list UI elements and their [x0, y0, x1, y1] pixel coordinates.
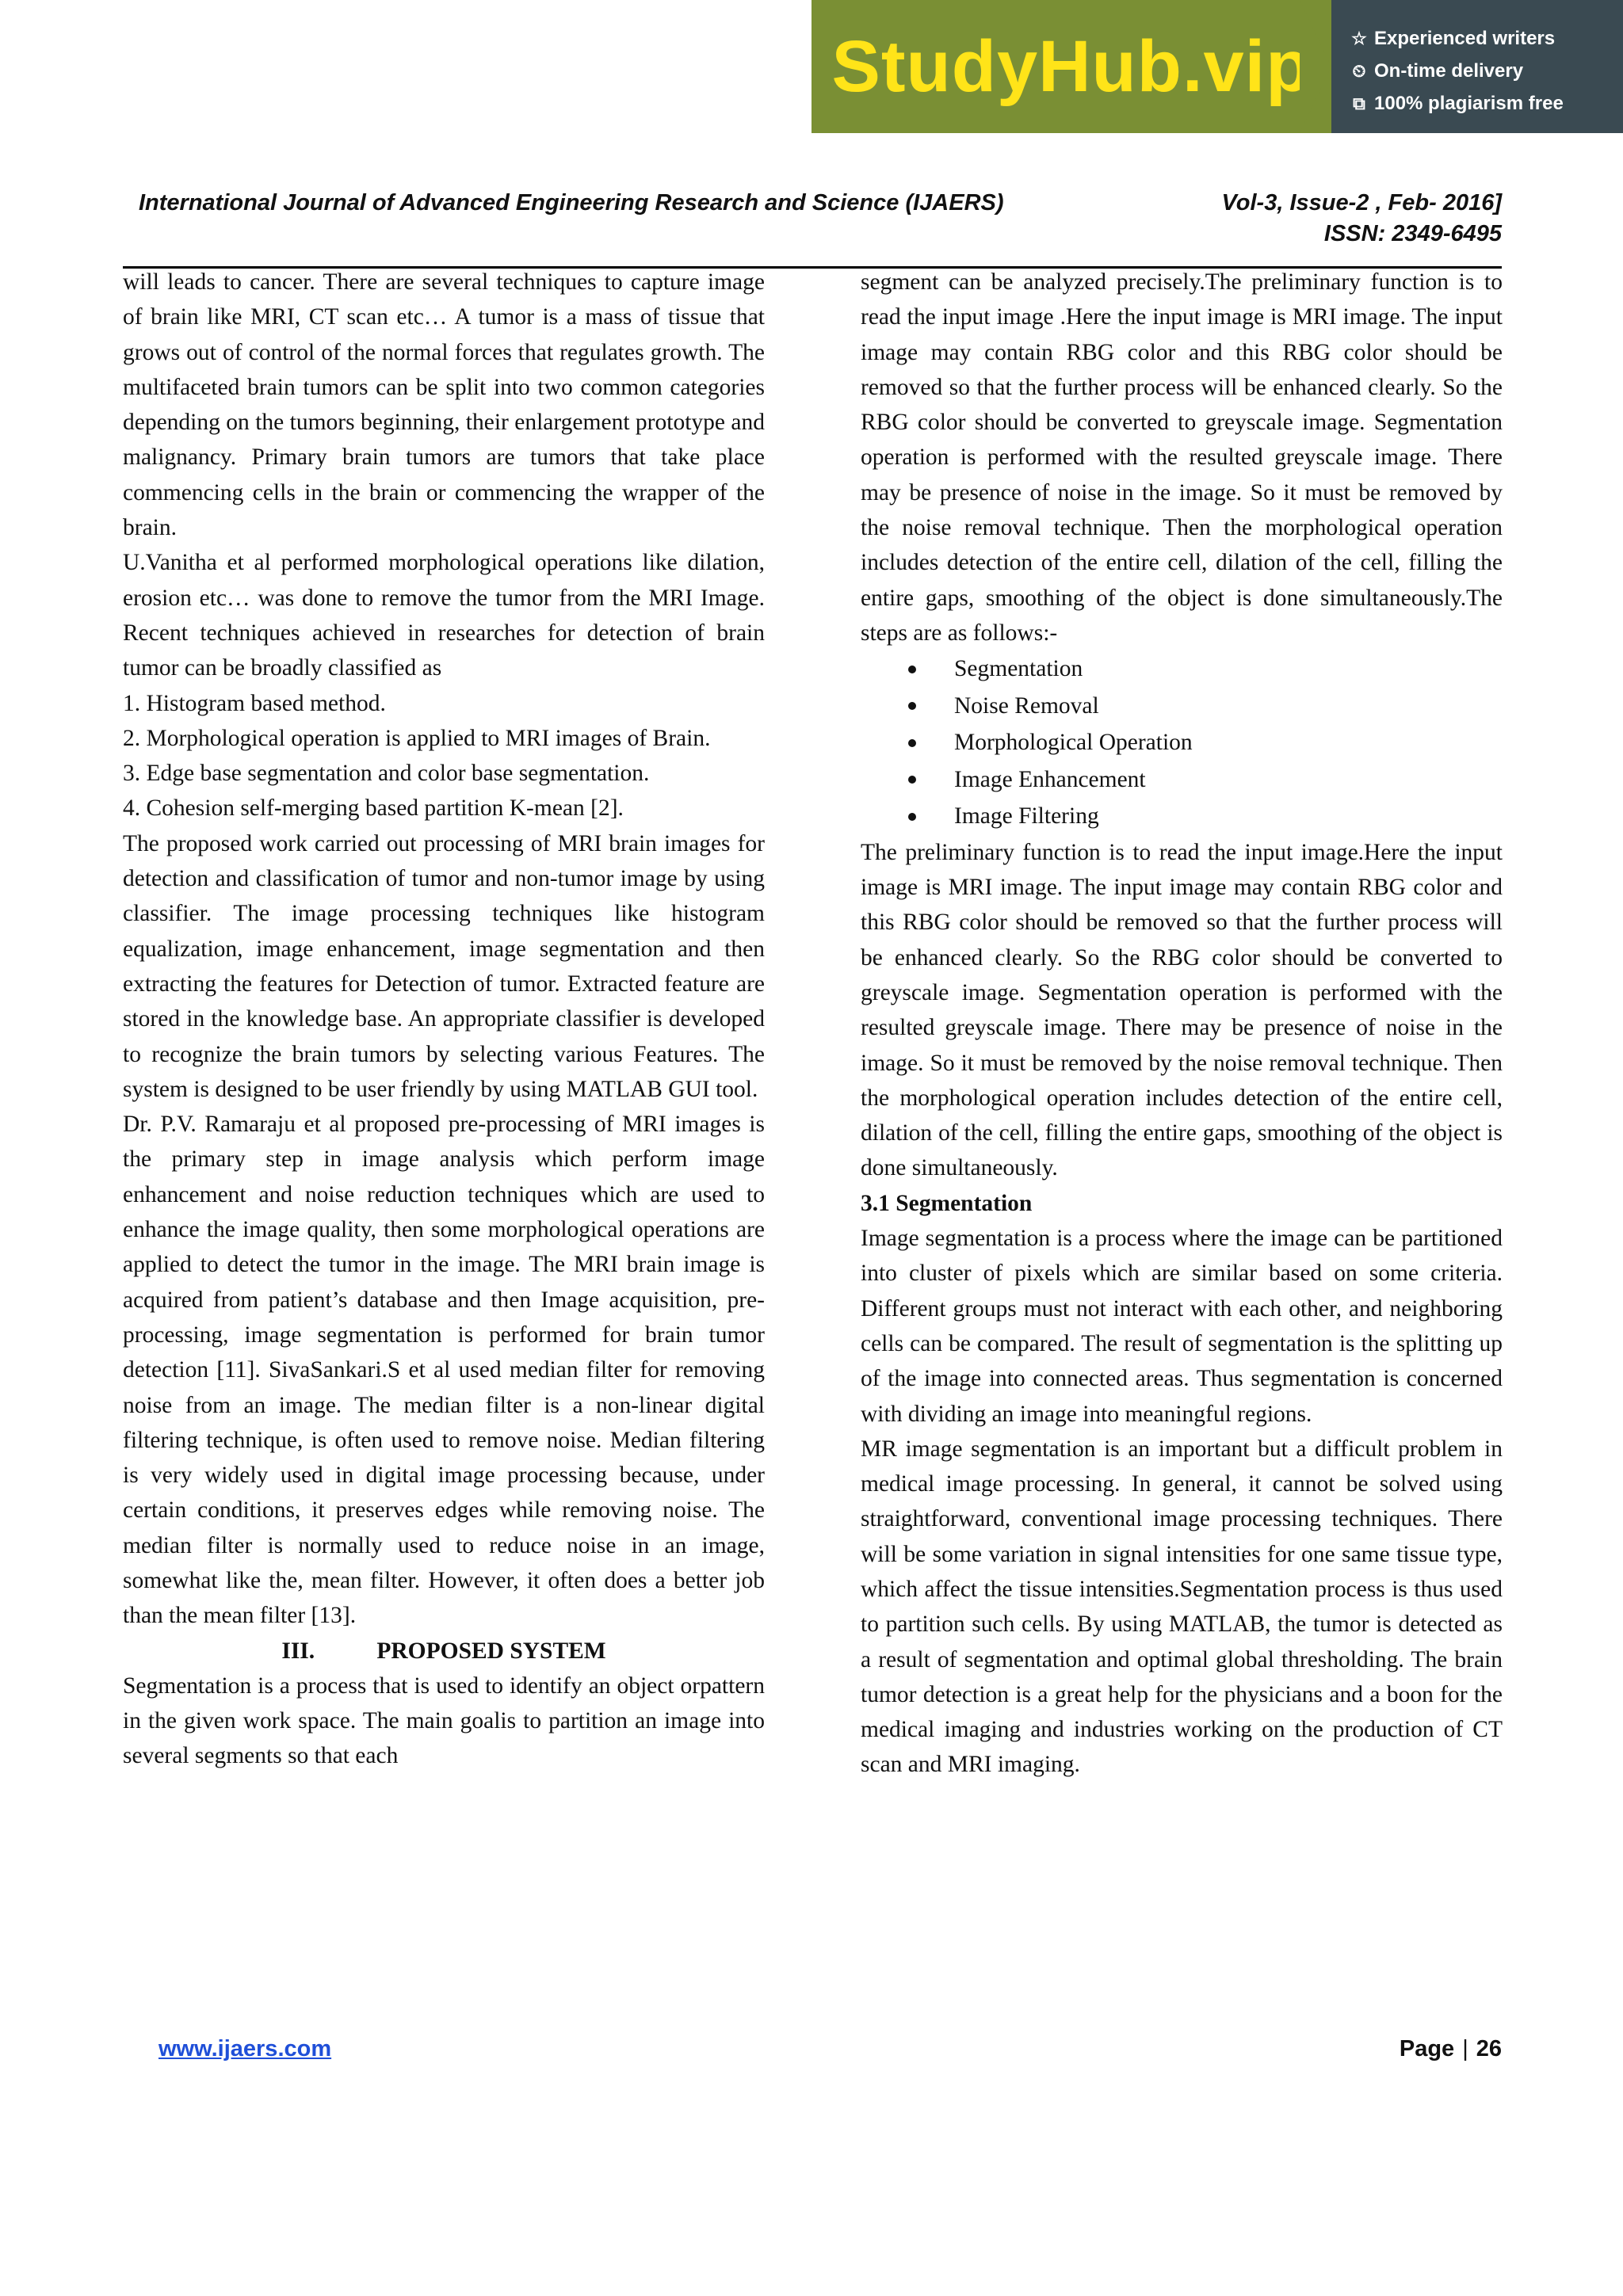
- paragraph: Segmentation is a process that is used to identify an object orpattern in the given work space. The main goalis to partition an image into several segments so that each: [123, 1672, 765, 1769]
- journal-issn: ISSN: 2349-6495: [1323, 221, 1502, 246]
- copy-icon: ⧉: [1353, 93, 1365, 113]
- list-item: [908, 798, 1503, 835]
- star-icon: ☆: [1351, 28, 1367, 48]
- list-item: [908, 761, 1503, 799]
- page-number-block: [1400, 2036, 1502, 2062]
- paragraph: The preliminary function is to read the input image.Here the input image is MRI image. The input image may contain RBG color and this RBG color should be removed so that the further process will be enhanced clearly. So the RBG color should be converted to greyscale image. Segmentation operation is performed with the resulted greyscale image. There may be presence of noise in the image. So it must be removed by the noise removal technique. Then the morphological operation includes detection of the entire cell, dilation of the cell, filling the entire gaps, smoothing of the object is done simultaneously.: [861, 839, 1503, 1181]
- list-item: 2. Morphological operation is applied to MRI images of Brain.: [123, 725, 711, 751]
- section-title: PROPOSED SYSTEM: [376, 1638, 606, 1664]
- step-label: Segmentation: [954, 656, 1083, 682]
- list-item: [908, 650, 1503, 688]
- step-label: Image Filtering: [954, 803, 1099, 830]
- clock-icon: ⏲: [1352, 60, 1366, 81]
- paragraph: MR image segmentation is an important but a difficult problem in medical image processing. In general, it cannot be solved using straightforward, conventional image processing techniques. There will be some variation in signal intensities for one same tissue type, which affect the tissue intensities.Segmentation process is thus used to partition such cells. By using MATLAB, the tumor is detected as a result of segmentation and optimal global thresholding. The brain tumor detection is a great help for the physicians and a boon for the medical imaging and industries working on the production of CT scan and MRI imaging.: [861, 1436, 1503, 1778]
- page-separator: |: [1462, 2036, 1468, 2061]
- paragraph: segment can be analyzed precisely.The preliminary function is to read the input image .Here the input image is MRI image. The input image may contain RBG color and this RBG color should be removed so that the further process will be enhanced clearly. So the RBG color should be converted to greyscale image. Segmentation operation is performed with the resulted greyscale image. There may be presence of noise in the image. So it must be removed by the noise removal technique. Then the morphological operation includes detection of the entire cell, dilation of the cell, filling the entire gaps, smoothing of the object is done simultaneously.The steps are as follows:-: [861, 269, 1503, 646]
- journal-header: [139, 190, 1502, 247]
- page-footer: [158, 2036, 1502, 2062]
- bullet-icon: [908, 776, 916, 784]
- bullet-icon: [908, 666, 916, 673]
- paragraph: will leads to cancer. There are several techniques to capture image of brain like MRI, CT scan etc… A tumor is a mass of tissue that grows out of control of the normal forces that regulates growth. The multifaceted brain tumors can be split into two common categories depending on the tumors beginning, their enlargement prototype and malignancy. Primary brain tumors are tumors that take place commencing cells in the brain or commencing the wrapper of the brain.: [123, 269, 765, 541]
- paragraph: Dr. P.V. Ramaraju et al proposed pre-processing of MRI images is the primary step in image analysis which perform image enhancement and noise reduction techniques which are used to enhance the image quality, then some morphological operations are applied to detect the tumor in the image. The MRI brain image is acquired from patient’s database and then Image acquisition, pre-processing, image segmentation is performed for brain tumor detection [11]. SivaSankari.S et al used median filter for removing noise from an image. The median filter is a non-linear digital filtering technique, is often used to remove noise. Median filtering is very widely used in digital image processing because, under certain conditions, it preserves edges while removing noise. The median filter is normally used to reduce noise in an image, somewhat like the, mean filter. However, it often does a better job than the mean filter [13].: [123, 1112, 765, 1629]
- left-column: [123, 265, 765, 1774]
- list-item: [908, 724, 1503, 761]
- ad-banner[interactable]: [812, 0, 1623, 133]
- list-item: 4. Cohesion self-merging based partition K-mean [2].: [123, 795, 624, 822]
- page-number: 26: [1476, 2036, 1502, 2061]
- banner-feature: [1350, 22, 1623, 55]
- banner-feature: [1350, 55, 1623, 87]
- page-label: Page: [1399, 2036, 1455, 2061]
- banner-feature: [1350, 87, 1623, 120]
- banner-feature-label: On-time delivery: [1374, 59, 1524, 82]
- journal-volume: Vol-3, Issue-2 , Feb- 2016]: [1221, 190, 1502, 215]
- banner-feature-label: 100% plagiarism free: [1374, 92, 1564, 114]
- section-heading: [123, 1634, 765, 1669]
- section-number: III.: [281, 1638, 315, 1664]
- subsection-heading: 3.1 Segmentation: [861, 1190, 1033, 1216]
- paragraph: Image segmentation is a process where the image can be partitioned into cluster of pixels which are similar based on some criteria. Different groups must not interact with each other, and neighboring cells can be compared. The result of segmentation is the splitting up of the image into connected areas. Thus segmentation is concerned with dividing an image into meaningful regions.: [861, 1226, 1503, 1427]
- step-label: Morphological Operation: [954, 730, 1193, 756]
- paragraph: U.Vanitha et al performed morphological operations like dilation, erosion etc… was done to remove the tumor from the MRI Image. Recent techniques achieved in researches for detection of brain tumor can be broadly classified as: [123, 550, 765, 681]
- studyhub-logo[interactable]: StudyHub.vip: [812, 0, 1331, 133]
- step-label: Image Enhancement: [954, 766, 1146, 792]
- right-column: [861, 265, 1503, 1783]
- banner-feature-label: Experienced writers: [1374, 27, 1556, 49]
- list-item: 3. Edge base segmentation and color base segmentation.: [123, 761, 650, 787]
- list-item: [908, 688, 1503, 725]
- bullet-icon: [908, 813, 916, 821]
- list-item: 1. Histogram based method.: [123, 690, 386, 716]
- journal-link[interactable]: www.ijaers.com: [158, 2036, 332, 2061]
- journal-title: International Journal of Advanced Engineering Research and Science (IJAERS): [139, 190, 1004, 215]
- bullet-icon: [908, 702, 916, 710]
- steps-list: [861, 650, 1503, 835]
- banner-features: [1331, 0, 1623, 133]
- paragraph: The proposed work carried out processing of MRI brain images for detection and classification of tumor and non-tumor image by using classifier. The image processing techniques like histogram equalization, image enhancement, image segmentation and then extracting the features for Detection of tumor. Extracted feature are stored in the knowledge base. An appropriate classifier is developed to recognize the brain tumors by selecting various Features. The system is designed to be user friendly by using MATLAB GUI tool.: [123, 830, 765, 1102]
- step-label: Noise Removal: [954, 692, 1099, 719]
- bullet-icon: [908, 739, 916, 747]
